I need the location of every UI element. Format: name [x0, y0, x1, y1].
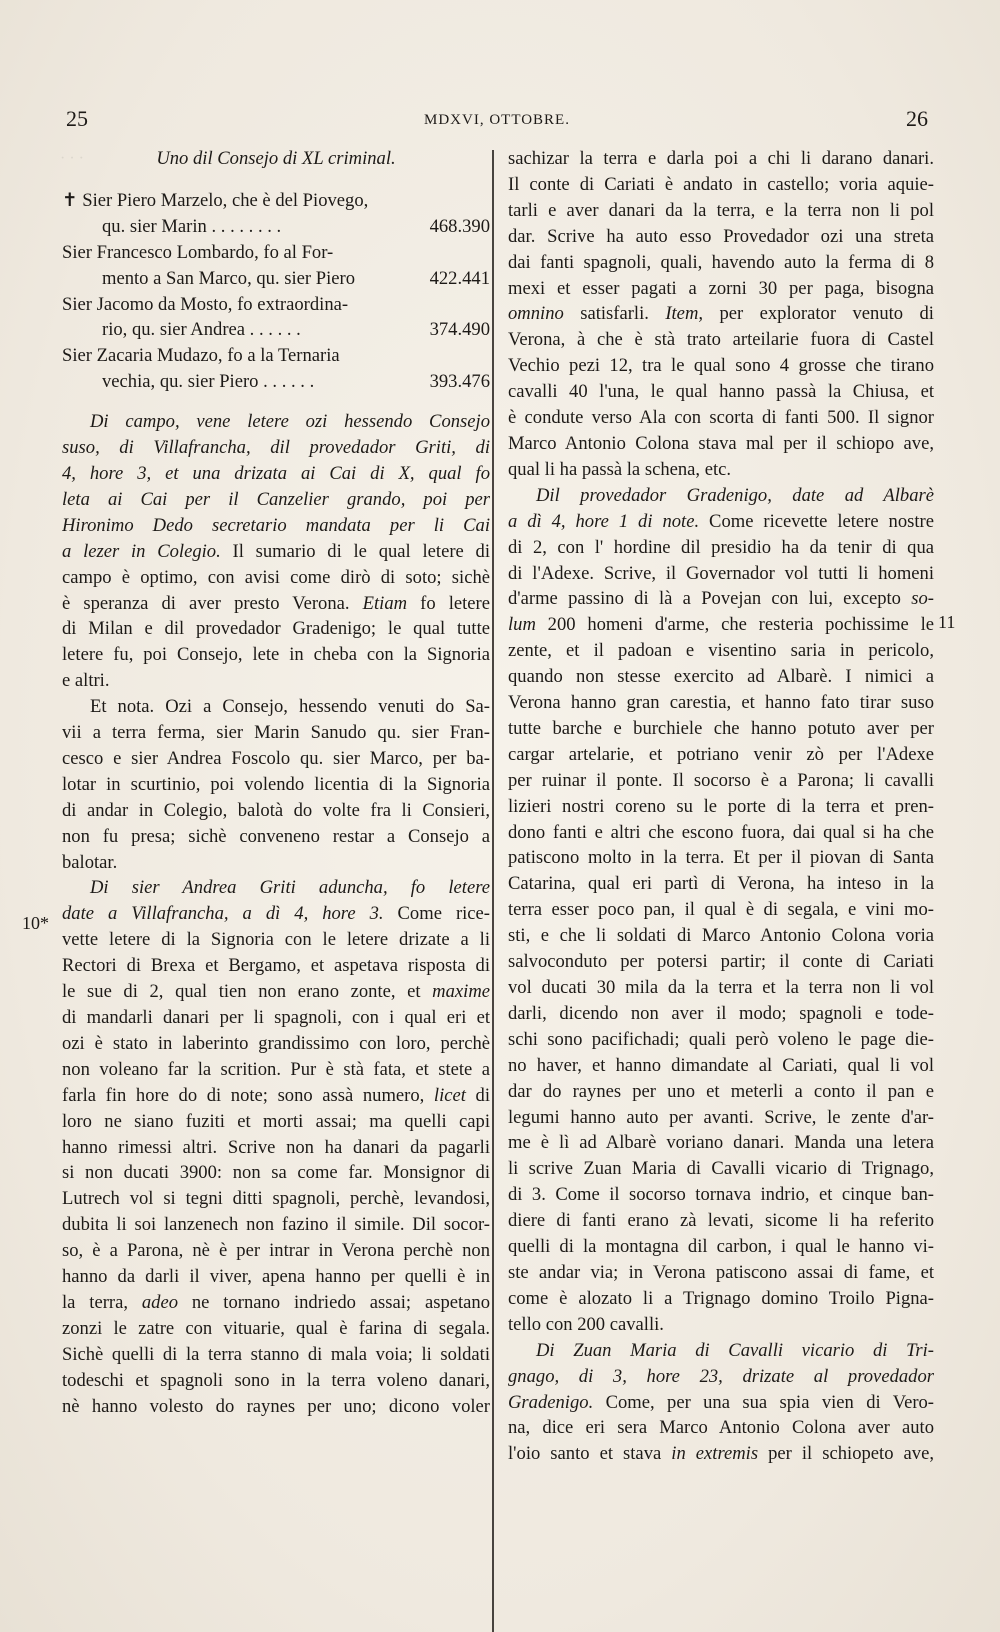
- text-line: di mandarli danari per li spagnoli, con i qual eri et: [62, 1007, 490, 1028]
- text-line: dai fanti spagnoli, quali, havendo auto la ferma di 8: [508, 251, 934, 273]
- text-line: lizieri nostri coreno su le porte di la terra et pren-: [508, 795, 934, 817]
- text-line: terra esser poco pan, il qual è di segala, e vini mo-: [508, 899, 934, 921]
- running-title: MDXVI, OTTOBRE.: [424, 112, 570, 128]
- text-line: darli, dicendo non aver il modo; spagnoli e tode-: [508, 1002, 934, 1024]
- text-line: vol ducati 30 mila da la terra et la terra non li vol: [508, 977, 934, 998]
- text-line: tello con 200 cavalli.: [508, 1313, 664, 1335]
- vote-line: Sier Francesco Lombardo, fo al For-: [62, 241, 334, 263]
- text-line: na, dice eri sera Marco Antonio Colona aver auto: [508, 1417, 934, 1439]
- text-line: di 3. Come il socorso tornava indrio, et cinque ban-: [508, 1184, 934, 1206]
- margin-note-left: 10*: [22, 913, 49, 933]
- text-line: a lezer in Colegio. Il sumario di le qual letere di: [62, 540, 490, 562]
- text-line: quelli di la montagna dil carbon, i qual le hanno vi-: [508, 1236, 934, 1258]
- text-line: quando non stesse exercito ad Albarè. I nimici a: [508, 666, 934, 688]
- text-line: leta ai Cai per il Canzelier grando, poi per: [62, 488, 490, 510]
- text-line: di l'Adexe. Scrive, il Governador vol tutti li homeni: [508, 562, 934, 584]
- text-line: nè hanno volesto do raynes per uno; dicono voler: [62, 1395, 490, 1417]
- text-line: di Milan e dil provedador Gradenigo; le qual tutte: [62, 618, 490, 640]
- text-line: lum 200 homeni d'arme, che resteria pochissime le: [508, 614, 934, 636]
- text-line: l'oio santo et stava in extremis per il schiopeto ave,: [508, 1443, 934, 1465]
- text-line: Gradenigo. Come, per una sua spia vien di Vero-: [508, 1391, 934, 1413]
- vote-entry: [62, 240, 490, 292]
- right-column: [508, 146, 934, 1467]
- text-line: diere di fanti erano zà levati, sicome li ha referito: [508, 1210, 934, 1232]
- text-line: date a Villafrancha, a dì 4, hore 3. Come rice-: [62, 903, 490, 925]
- text-line: letere fu, poi Consejo, lete in cheba con la Signoria: [62, 644, 490, 666]
- bleed-through: · · ·: [60, 150, 84, 167]
- vote-count: 422.441: [429, 267, 490, 289]
- text-line: cavalli 40 l'una, le qual hanno passà la Chiusa, et: [508, 381, 934, 403]
- paragraph: [508, 1338, 934, 1468]
- column-divider: [492, 150, 494, 1632]
- text-line: e altri.: [62, 670, 110, 692]
- text-line: 4, hore 3, et una drizata ai Cai di X, qual fo: [62, 462, 490, 484]
- text-line: me è lì ad Albarè voriano danari. Manda una letera: [508, 1132, 934, 1154]
- text-line: Vechio pezi 12, tra le qual sono 4 grosse che tirano: [508, 355, 934, 377]
- vote-line: ✝ Sier Piero Marzelo, che è del Piovego,: [62, 189, 369, 211]
- vote-line: Sier Zacaria Mudazo, fo a la Ternaria: [62, 345, 340, 367]
- vote-entry: [62, 292, 490, 344]
- text-line: vette letere di la Signoria con le letere drizate a li: [62, 929, 490, 951]
- text-line: hanno rimessi altri. Scrive non ha danari da pagarli: [62, 1136, 490, 1158]
- section-heading: Uno dil Consejo di XL criminal.: [156, 148, 396, 169]
- text-line: suso, di Villafrancha, dil provedador Griti, di: [62, 437, 490, 459]
- paragraph: [508, 146, 934, 483]
- vote-line: rio, qu. sier Andrea . . . . . .: [102, 319, 301, 341]
- text-line: ste andar via; in Verona patiscono assai di fame, et: [508, 1261, 934, 1283]
- text-line: Dil provedador Gradenigo, date ad Albarè: [536, 484, 934, 506]
- text-line: non fu presa; sichè conveneno restar a Consejo a: [62, 825, 490, 847]
- text-line: vii a terra ferma, sier Marin Sanudo qu. sier Fran-: [62, 722, 490, 744]
- text-line: zonzi le zatre con vituarie, qual è farina di segala.: [62, 1317, 490, 1339]
- text-line: salvoconduto per potersi partir; il conte di Cariati: [508, 951, 934, 973]
- text-line: le sue di 2, qual tien non erano zonte, et maxime: [62, 981, 490, 1003]
- text-line: farla fin hore do di note; sono assà numero, licet di: [62, 1084, 490, 1106]
- text-line: cargar artelarie, et potriano venir zò per l'Adexe: [508, 743, 934, 765]
- text-line: di andar in Colegio, balotà do volte fra li Consieri,: [62, 799, 490, 821]
- text-line: sachizar la terra e darla poi a chi li darano danari.: [508, 148, 934, 169]
- text-line: Di sier Andrea Griti aduncha, fo letere: [90, 877, 490, 899]
- text-line: a dì 4, hore 1 di note. Come ricevette letere nostre: [508, 510, 934, 532]
- paragraph: [62, 409, 490, 694]
- text-line: campo è optimo, con avisi come dirò di soto; sichè: [62, 566, 490, 588]
- text-line: per ruinar il ponte. Il socorso è a Parona; li cavalli: [508, 769, 934, 791]
- vote-line: qu. sier Marin . . . . . . . .: [102, 215, 282, 237]
- text-line: dar. Scrive ha auto esso Provedador ozi una streta: [508, 225, 934, 247]
- text-line: li scrive Zuan Maria di Cavalli vicario di Trignago,: [508, 1158, 934, 1180]
- vote-count: 468.390: [429, 215, 490, 237]
- vote-count: 374.490: [429, 319, 490, 341]
- text-line: come è alozato li a Trignago domino Troilo Pigna-: [508, 1287, 934, 1309]
- text-line: balotar.: [62, 851, 118, 873]
- text-line: legumi hanno auto per avanti. Scrive, le zente d'ar-: [508, 1106, 934, 1128]
- margin-note-right: 11: [938, 612, 956, 632]
- text-line: tutte barche e burchiele che hanno potuto aver per: [508, 717, 934, 739]
- text-line: ozi è stato in laberinto grandissimo con loro, perchè: [62, 1032, 490, 1054]
- vote-line: vechia, qu. sier Piero . . . . . .: [102, 371, 315, 393]
- text-line: omnino satisfarli. Item, per explorator venuto di: [508, 303, 934, 325]
- text-line: todeschi et spagnoli sono in la terra voleno danari,: [62, 1369, 490, 1391]
- text-line: Di Zuan Maria di Cavalli vicario di Tri-: [536, 1339, 934, 1361]
- text-line: lotar in scurtinio, poi volendo licentia di la Signoria: [62, 773, 490, 795]
- text-line: no haver, et hanno dimandate al Cariati, qual li vol: [508, 1054, 934, 1076]
- text-line: Di campo, vene letere ozi hessendo Consejo: [90, 411, 490, 433]
- text-line: tarli e aver danari da la terra, e la terra non li pol: [508, 199, 934, 221]
- text-line: qual li ha passà la schena, etc.: [508, 458, 732, 480]
- text-line: è speranza di aver presto Verona. Etiam fo letere: [62, 592, 490, 614]
- text-line: schi sono pacifichadi; quali però voleno le page die-: [508, 1028, 934, 1050]
- text-line: so, è a Parona, nè è per intrar in Verona perchè non: [62, 1240, 490, 1262]
- text-line: loro ne siano fuziti et morti assai; ma quelli capi: [62, 1110, 490, 1132]
- vote-line: mento a San Marco, qu. sier Piero: [102, 267, 356, 289]
- page-number-right: 26: [906, 106, 928, 131]
- page-number-left: 25: [66, 106, 88, 131]
- text-line: cesco e sier Andrea Foscolo qu. sier Marco, per ba-: [62, 747, 490, 769]
- text-line: Sichè quelli di la terra stanno di mala voia; li soldati: [62, 1343, 490, 1365]
- text-line: dar do raynes per uno et meterli a conto il pan e: [508, 1080, 934, 1102]
- text-line: Il conte di Cariati è andato in castello; voria aquie-: [508, 173, 934, 195]
- text-line: Lutrech vol si tegni ditti spagnoli, perchè, levandosi,: [62, 1188, 490, 1210]
- left-column: [62, 146, 490, 1420]
- running-header: [66, 106, 928, 136]
- text-line: Marco Antonio Colona stava mal per il schiopo ave,: [508, 432, 934, 454]
- text-line: d'arme passino di là a Povejan con lui, excepto so-: [508, 588, 934, 610]
- vote-count: 393.476: [429, 371, 490, 393]
- text-line: di 2, con l' hordine dil presidio ha da tenir di qua: [508, 536, 934, 558]
- text-line: mexi et esser pagati a zorni 30 per paga, bisogna: [508, 277, 934, 299]
- text-line: non voleano far la scrition. Pur è stà fata, et stete a: [62, 1058, 490, 1080]
- text-line: Rectori di Brexa et Bergamo, et aspetava risposta di: [62, 955, 490, 977]
- text-line: Catarina, qual eri partì di Verona, ha inteso in la: [508, 873, 934, 895]
- vote-line: Sier Jacomo da Mosto, fo extraordina-: [62, 293, 349, 315]
- text-line: Verona, à che è stà trato arteilarie fuora di Castel: [508, 329, 934, 351]
- text-line: sti, e che li soldati di Marco Antonio Colona voria: [508, 925, 934, 947]
- text-line: si non ducati 3900: non sa come far. Monsignor di: [62, 1162, 490, 1184]
- paragraph: [508, 483, 934, 1338]
- text-line: Et nota. Ozi a Consejo, hessendo venuti do Sa-: [90, 696, 490, 718]
- paragraph: [62, 694, 490, 875]
- text-line: hanno da darli il viver, apena hanno per quelli è in: [62, 1266, 490, 1288]
- text-line: zente, et il padoan e visentino saria in pericolo,: [508, 640, 934, 662]
- text-line: dono fanti e altri che escono fuora, dai qual si ha che: [508, 821, 934, 843]
- text-line: Verona hanno gran carestia, et hanno fato tirar suso: [508, 692, 934, 714]
- text-line: gnago, di 3, hore 23, drizate al provedador: [508, 1365, 934, 1387]
- text-line: la terra, adeo ne tornano indriedo assai; aspetano: [62, 1291, 490, 1313]
- vote-entry: [62, 343, 490, 395]
- text-line: dubita li soi lanzenech non fazino il simile. Dil socor-: [62, 1214, 490, 1236]
- text-line: è condute verso Ala con scorta di fanti 500. Il signor: [508, 407, 934, 429]
- vote-entry: [62, 188, 490, 240]
- paragraph: [62, 875, 490, 1419]
- text-line: Hironimo Dedo secretario mandata per li Cai: [62, 514, 490, 536]
- text-line: patiscono molto in la terra. Et per il piovan di Santa: [508, 847, 934, 869]
